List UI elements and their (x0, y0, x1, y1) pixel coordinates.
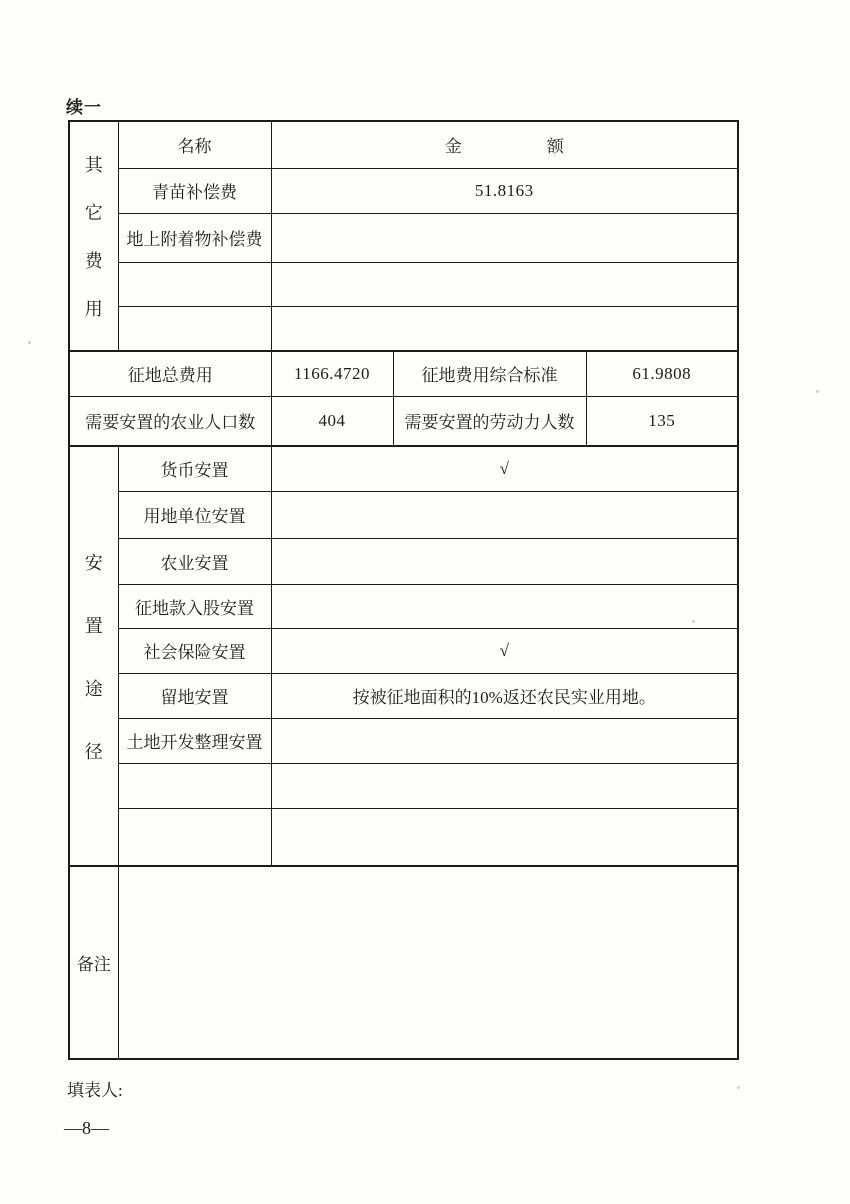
resettlement-option-value (271, 538, 738, 584)
table-row (69, 538, 738, 584)
section-resettlement-label (69, 446, 118, 866)
total-fee-value: 1166.4720 (271, 351, 393, 396)
vchar: 径 (84, 741, 103, 762)
scan-speck (28, 341, 31, 344)
scan-speck (816, 390, 819, 393)
resettlement-option-value (271, 491, 738, 538)
fee-name-cell: 青苗补偿费 (118, 168, 271, 213)
total-fee-label: 征地总费用 (69, 351, 271, 396)
table-row (69, 446, 738, 491)
resettlement-option-checkmark: √ (271, 628, 738, 673)
resettlement-option-label: 货币安置 (118, 446, 271, 491)
vchar: 安 (84, 552, 103, 573)
vchar: 途 (84, 678, 103, 699)
table-row (69, 628, 738, 673)
other-fees-vertical-label (70, 151, 118, 321)
land-requisition-table (68, 120, 739, 1060)
remarks-content (118, 866, 738, 1059)
table-row (69, 673, 738, 718)
fee-name-cell (118, 262, 271, 306)
resettlement-option-value (271, 584, 738, 628)
vchar: 其 (84, 155, 103, 175)
comprehensive-standard-label: 征地费用综合标准 (393, 351, 586, 396)
resettlement-option-note: 按被征地面积的10%返还农民实业用地。 (271, 673, 738, 718)
agricultural-population-label: 需要安置的农业人口数 (69, 396, 271, 446)
column-header-name: 名称 (118, 121, 271, 168)
vchar: 费 (84, 251, 103, 271)
fee-name-cell (118, 306, 271, 351)
table-row (69, 491, 738, 538)
labor-force-value: 135 (586, 396, 738, 446)
labor-force-label: 需要安置的劳动力人数 (393, 396, 586, 446)
table-row (69, 718, 738, 763)
resettlement-option-label: 留地安置 (118, 673, 271, 718)
column-header-amount: 金 额 (271, 121, 738, 168)
continuation-label: 续一 (66, 98, 102, 117)
table-row (69, 584, 738, 628)
scan-speck (692, 620, 695, 623)
fee-amount-cell (271, 213, 738, 262)
vchar: 它 (84, 203, 103, 223)
resettlement-vertical-label (70, 549, 118, 764)
resettlement-option-value (271, 763, 738, 808)
table-row (69, 213, 738, 262)
resettlement-option-label (118, 763, 271, 808)
resettlement-option-value (271, 808, 738, 866)
resettlement-option-label: 用地单位安置 (118, 491, 271, 538)
form-filler-label: 填表人: (67, 1081, 123, 1100)
table-row (69, 808, 738, 866)
resettlement-option-label: 农业安置 (118, 538, 271, 584)
table-row (69, 351, 738, 396)
resettlement-option-label: 社会保险安置 (118, 628, 271, 673)
fee-amount-cell (271, 262, 738, 306)
fee-name-cell: 地上附着物补偿费 (118, 213, 271, 262)
resettlement-option-label (118, 808, 271, 866)
resettlement-option-checkmark: √ (271, 446, 738, 491)
table-row (69, 306, 738, 351)
resettlement-option-label: 征地款入股安置 (118, 584, 271, 628)
resettlement-option-value (271, 718, 738, 763)
comprehensive-standard-value: 61.9808 (586, 351, 738, 396)
scan-speck (737, 1086, 740, 1089)
table-row (69, 262, 738, 306)
vchar: 置 (84, 615, 103, 636)
table-row (69, 168, 738, 213)
fee-amount-cell (271, 306, 738, 351)
table-row (69, 396, 738, 446)
vchar: 用 (84, 299, 103, 319)
table-row (69, 866, 738, 1059)
resettlement-option-label: 土地开发整理安置 (118, 718, 271, 763)
remarks-label: 备注 (69, 866, 118, 1059)
section-other-fees-label (69, 121, 118, 351)
agricultural-population-value: 404 (271, 396, 393, 446)
table-row (69, 763, 738, 808)
page-number: —8— (64, 1118, 109, 1138)
fee-amount-cell: 51.8163 (271, 168, 738, 213)
